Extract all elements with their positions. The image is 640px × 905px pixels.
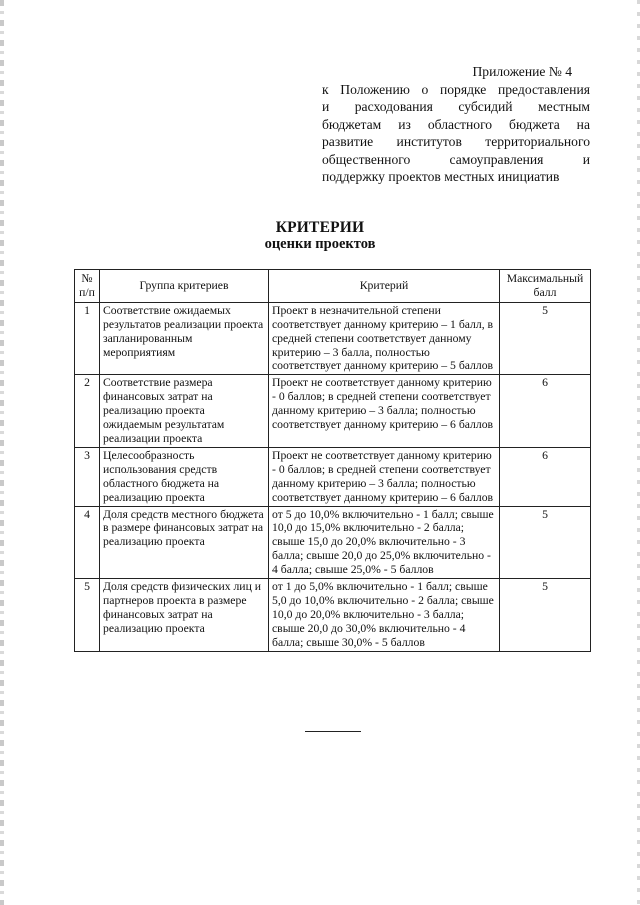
table-header-row (75, 270, 591, 303)
row-criterion: от 1 до 5,0% включительно - 1 балл; свыше 5,0 до 10,0% включительно - 2 балла; свыше 10,0 до 20,0% включительно - 3 балла; свыше 20,0 до 30,0% включительно - 4 балла; свыше 30,0% - 5 баллов (269, 579, 500, 652)
row-max: 6 (500, 375, 591, 448)
row-group: Целесообразность использования средств областного бюджета на реализацию проекта (100, 447, 269, 506)
row-num: 2 (75, 375, 100, 448)
table-row (75, 506, 591, 579)
document-title: КРИТЕРИИ (275, 219, 365, 236)
table-row (75, 579, 591, 652)
header-max: Максимальный балл (500, 270, 591, 303)
row-num: 3 (75, 447, 100, 506)
appendix-line: бюджетам из областного бюджета на (322, 116, 590, 132)
row-max: 5 (500, 506, 591, 579)
table-row (75, 302, 591, 375)
row-criterion: Проект не соответствует данному критерию - 0 баллов; в средней степени соответствует данному критерию – 3 балла; полностью соответствует данному критерию – 6 баллов (269, 375, 500, 448)
appendix-header (322, 63, 590, 186)
scan-edge-left (0, 0, 4, 905)
row-criterion: Проект не соответствует данному критерию - 0 баллов; в средней степени соответствует данному критерию – 3 балла; полностью соответствует данному критерию – 6 баллов (269, 447, 500, 506)
header-group: Группа критериев (100, 270, 269, 303)
row-max: 5 (500, 302, 591, 375)
table-row (75, 447, 591, 506)
end-divider-line (305, 731, 361, 732)
row-group: Доля средств физических лиц и партнеров проекта в размере финансовых затрат на реализацию проекта (100, 579, 269, 652)
row-num: 5 (75, 579, 100, 652)
appendix-line: развитие институтов территориального (322, 134, 590, 149)
appendix-line: поддержку проектов местных инициатив (322, 169, 560, 184)
row-num: 4 (75, 506, 100, 579)
row-criterion: от 5 до 10,0% включительно - 1 балл; свыше 10,0 до 15,0% включительно - 2 балла; свыше 15,0 до 20,0% включительно - 3 балла; свыше 20,0 до 25,0% включительно - 4 балла; свыше 25,0% - 5 баллов (269, 506, 500, 579)
document-subtitle: оценки проектов (264, 236, 376, 252)
row-max: 6 (500, 447, 591, 506)
appendix-number: Приложение № 4 (472, 64, 572, 79)
appendix-line: и расходования субсидий местным (322, 99, 590, 114)
appendix-line: общественного самоуправления и (322, 151, 590, 167)
row-group: Соответствие размера финансовых затрат на реализацию проекта ожидаемым результатам реализации проекта (100, 375, 269, 448)
row-num: 1 (75, 302, 100, 375)
header-criterion: Критерий (269, 270, 500, 303)
row-criterion: Проект в незначительной степени соответствует данному критерию – 1 балл, в средней степени соответствует данному критерию – 3 балла, полностью соответствует данному критерию – 5 баллов (269, 302, 500, 375)
row-group: Соответствие ожидаемых результатов реализации проекта запланированным мероприятиям (100, 302, 269, 375)
row-group: Доля средств местного бюджета в размере финансовых затрат на реализацию проекта (100, 506, 269, 579)
criteria-table (74, 269, 591, 652)
header-num: № п/п (75, 270, 100, 303)
appendix-line: к Положению о порядке предоставления (322, 81, 590, 97)
table-row (75, 375, 591, 448)
row-max: 5 (500, 579, 591, 652)
